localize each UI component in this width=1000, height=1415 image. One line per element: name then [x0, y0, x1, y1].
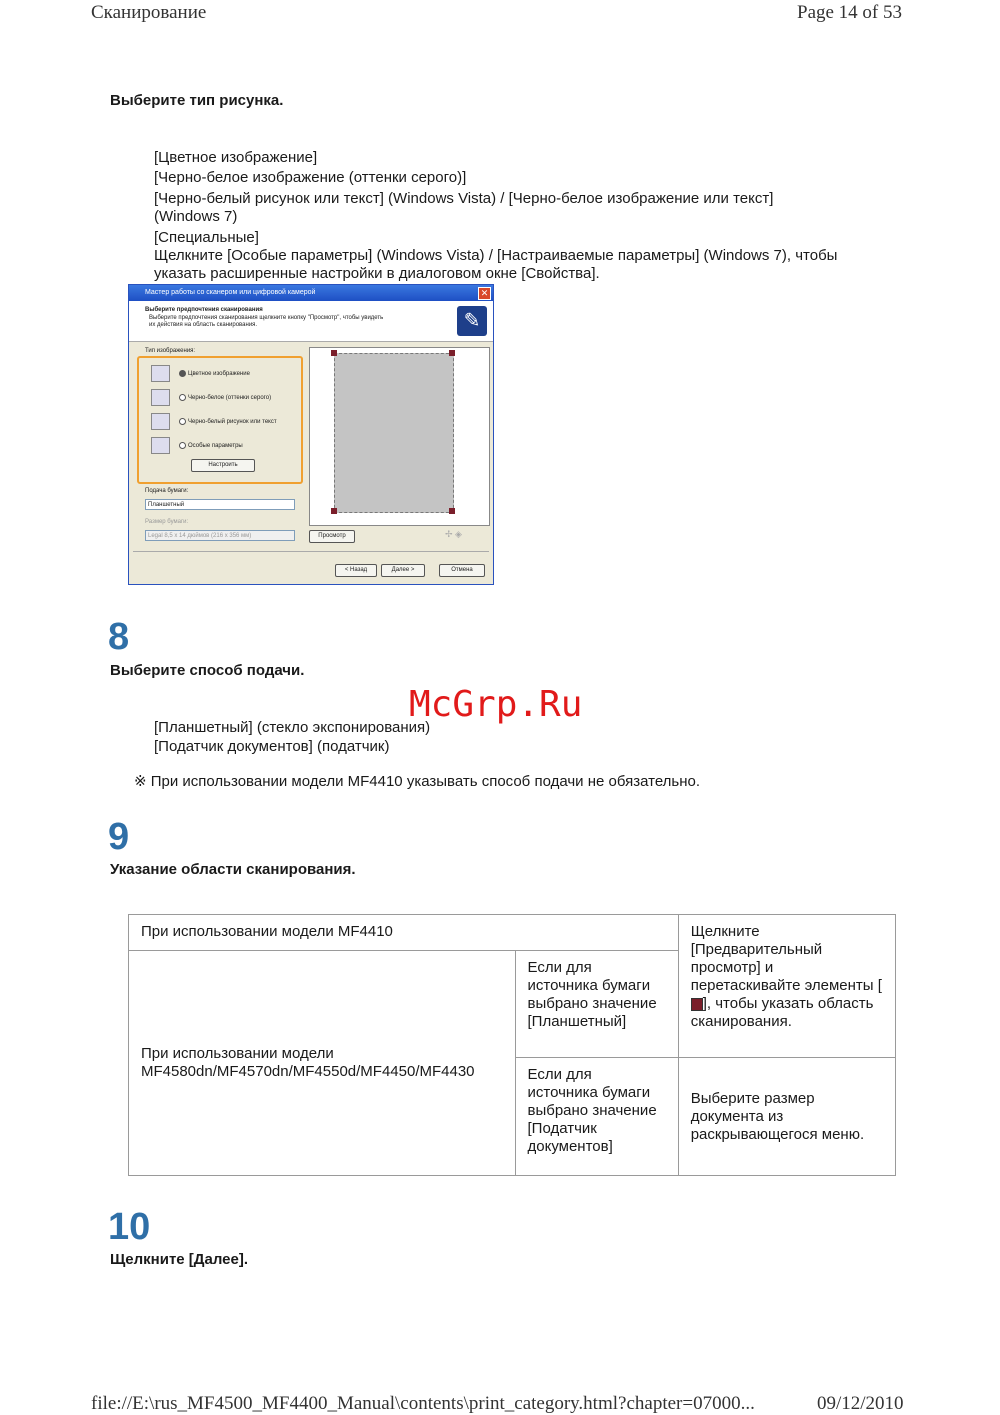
- image-type-group: [137, 356, 303, 484]
- next-button[interactable]: Далее >: [381, 564, 425, 577]
- crop-handle-icon: [691, 998, 703, 1011]
- custom-settings-button[interactable]: Настроить: [191, 459, 255, 472]
- cell-mf4410: При использовании модели MF4410: [129, 915, 679, 951]
- note-mark: ※: [134, 773, 147, 790]
- cell-select-size: Выберите размер документа из раскрывающегося меню.: [678, 1058, 895, 1176]
- radio-bw-text-label: Черно-белый рисунок или текст: [188, 419, 277, 426]
- custom-settings-icon: [151, 437, 170, 454]
- bw-text-icon: [151, 413, 170, 430]
- radio-custom-label: Особые параметры: [188, 443, 243, 450]
- crop-handle-icon[interactable]: [331, 508, 337, 514]
- dialog-divider: [133, 551, 489, 552]
- step9-instruction: Указание области сканирования.: [110, 861, 356, 878]
- crop-handle-icon[interactable]: [331, 350, 337, 356]
- option-bw-text: [Черно-белый рисунок или текст] (Windows Vista) / [Черно-белое изображение или текст]: [154, 190, 774, 207]
- footer-file-path: file://E:\rus_MF4500_MF4400_Manual\contents\print_category.html?chapter=07000...: [91, 1393, 755, 1414]
- feed-option-flatbed: [Планшетный] (стекло экспонирования): [154, 719, 431, 736]
- grayscale-image-icon: [151, 389, 170, 406]
- step10-instruction: Щелкните [Далее].: [110, 1251, 249, 1268]
- close-icon[interactable]: ✕: [478, 287, 491, 300]
- paper-size-label: Размер бумаги:: [145, 519, 189, 525]
- paper-source-value: Планшетный: [148, 502, 185, 508]
- option-color: [Цветное изображение]: [154, 149, 318, 166]
- scan-area-table: [128, 914, 896, 1176]
- note-text: При использовании модели MF4410 указывать способ подачи не обязательно.: [150, 773, 701, 790]
- cell-other-models: При использовании модели MF4580dn/MF4570dn/MF4550d/MF4450/MF4430: [129, 951, 516, 1176]
- option-custom: [Специальные]: [154, 229, 259, 246]
- option-grayscale: [Черно-белое изображение (оттенки серого)]: [154, 169, 467, 186]
- scan-wizard-dialog: [128, 284, 494, 585]
- paper-source-label: Подача бумаги:: [145, 488, 189, 494]
- cancel-button[interactable]: Отмена: [439, 564, 485, 577]
- image-type-label: Тип изображения:: [145, 348, 196, 354]
- back-button[interactable]: < Назад: [335, 564, 377, 577]
- paper-size-value: Legal 8,5 x 14 дюймов (216 x 356 мм): [148, 533, 252, 539]
- cell-feeder: Если для источника бумаги выбрано значение [Податчик документов]: [515, 1058, 678, 1176]
- note: [134, 772, 700, 790]
- crop-handle-icon[interactable]: [449, 508, 455, 514]
- feed-option-feeder: [Податчик документов] (податчик): [154, 738, 390, 755]
- crop-handle-icon[interactable]: [449, 350, 455, 356]
- cell-flatbed: Если для источника бумаги выбрано значение [Планшетный]: [515, 951, 678, 1058]
- radio-color[interactable]: [179, 370, 250, 377]
- preview-instr-text: Щелкните [Предварительный просмотр] и перетаскивайте элементы [: [690, 923, 882, 994]
- radio-custom[interactable]: [179, 442, 243, 449]
- dialog-heading: Выберите предпочтения сканирования: [145, 307, 263, 313]
- header-section-title: Сканирование: [91, 2, 207, 23]
- paper-source-select[interactable]: [145, 499, 295, 510]
- scan-preview-area: [309, 347, 490, 526]
- preview-instr-tail: ], чтобы указать область сканирования.: [690, 995, 874, 1030]
- watermark: McGrp.Ru: [409, 684, 583, 725]
- option-bw-text-cont: (Windows 7): [154, 208, 238, 225]
- footer-date: 09/12/2010: [817, 1393, 904, 1414]
- cell-preview-instructions: [678, 915, 895, 1058]
- color-image-icon: [151, 365, 170, 382]
- radio-bw-text[interactable]: [179, 418, 277, 425]
- step8-instruction: Выберите способ подачи.: [110, 662, 305, 679]
- dialog-subtext-1: Выберите предпочтения сканирования щелкните кнопку "Просмотр", чтобы увидеть: [149, 315, 384, 321]
- dialog-titlebar: [129, 285, 493, 301]
- step-number-9: 9: [108, 816, 130, 858]
- option-custom-desc: Щелкните [Особые параметры] (Windows Vista) / [Настраиваемые параметры] (Windows 7), чтобы: [154, 247, 838, 264]
- step-number-8: 8: [108, 616, 130, 658]
- preview-button[interactable]: Просмотр: [309, 530, 355, 543]
- dialog-subtext-2: их действия на область сканирования.: [149, 322, 258, 328]
- step-number-10: 10: [108, 1206, 151, 1248]
- paper-size-select[interactable]: [145, 530, 295, 541]
- step-type-instruction: Выберите тип рисунка.: [110, 92, 284, 109]
- dialog-title: Мастер работы со сканером или цифровой камерой: [145, 289, 316, 296]
- fit-selection-icon[interactable]: ✢ ◈: [445, 529, 462, 539]
- radio-grayscale-label: Черно-белое (оттенки серого): [188, 395, 272, 402]
- scanner-wizard-icon: ✎: [457, 306, 487, 336]
- header-page-number: Page 14 of 53: [797, 2, 903, 23]
- preview-page[interactable]: [334, 353, 454, 513]
- dialog-header-area: [129, 301, 493, 342]
- option-custom-desc-cont: указать расширенные настройки в диалоговом окне [Свойства].: [154, 265, 600, 282]
- radio-grayscale[interactable]: [179, 394, 271, 401]
- radio-color-label: Цветное изображение: [188, 371, 250, 378]
